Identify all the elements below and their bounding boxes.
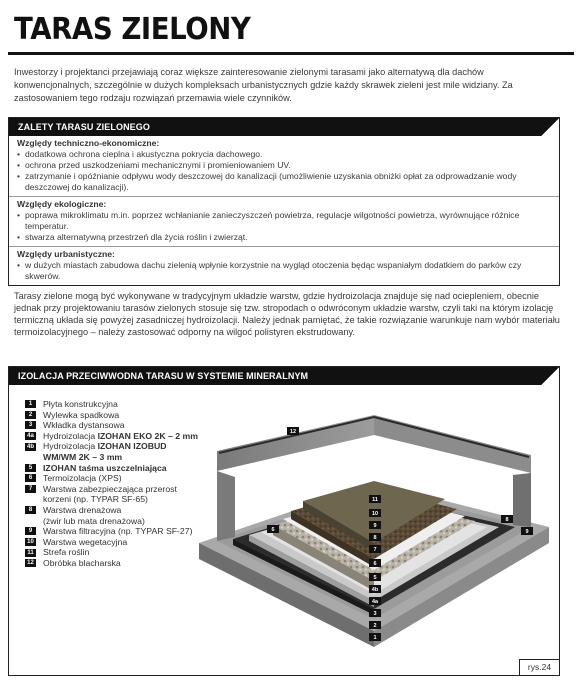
legend-number-badge: 6 — [25, 474, 36, 482]
legend-number-badge: 7 — [25, 485, 36, 493]
legend-row — [25, 410, 198, 421]
legend-label — [43, 547, 89, 558]
diagram-tag — [369, 609, 381, 617]
isolation-box — [8, 366, 560, 676]
diagram-tag-label: 8 — [373, 535, 377, 542]
diagram-tag — [369, 495, 381, 503]
legend-number-badge: 2 — [25, 411, 36, 419]
diagram-tag — [369, 633, 381, 641]
legend-row — [25, 516, 198, 527]
diagram-tag — [369, 597, 381, 605]
legend-label — [43, 441, 167, 452]
advantages-list-item: • stwarza alternatywną przestrzeń dla życia roślin i zwierząt. — [17, 232, 551, 243]
legend-label-text: Warstwa drenażowa — [43, 504, 122, 515]
diagram-tag — [521, 527, 533, 535]
legend-row — [25, 420, 198, 431]
diagram-tag-label: 1 — [373, 635, 377, 642]
advantages-list-item: • poprawa mikroklimatu m.in. poprzez wchłanianie zanieczyszczeń powietrza, regulacje wilgotności powietrza, wyrównujące różnice temperatur. — [17, 210, 551, 232]
legend-label — [43, 473, 122, 484]
advantages-section — [9, 246, 559, 285]
diagram-tag-label: 2 — [373, 623, 377, 630]
diagram-tag-label: 11 — [372, 497, 378, 504]
legend-row — [25, 547, 198, 558]
layer-legend — [25, 399, 198, 569]
diagram-tag — [369, 621, 381, 629]
advantages-sections — [9, 136, 559, 285]
legend-label — [43, 537, 127, 548]
diagram-tag-label: 4a — [371, 599, 379, 606]
legend-label — [43, 463, 167, 474]
legend-label — [43, 431, 198, 442]
legend-label-text: korzeni (np. TYPAR SF-65) — [43, 494, 148, 505]
legend-number-badge: 4b — [26, 443, 34, 450]
legend-row — [25, 505, 198, 516]
legend-row — [25, 484, 198, 495]
diagram-tag — [369, 545, 381, 553]
diagram-tag-label: 5 — [373, 575, 377, 582]
advantages-list-item: • ochrona przed uszkodzeniami mechanicznymi i promieniowaniem UV. — [17, 160, 551, 171]
advantages-section-heading: Względy ekologiczne: — [17, 199, 107, 209]
legend-number-badge: 9 — [25, 527, 36, 535]
legend-number-badge: 1 — [25, 400, 36, 408]
legend-number-badge: 5 — [25, 464, 36, 472]
green-roof-diagram — [199, 415, 549, 647]
diagram-tag — [369, 533, 381, 541]
diagram-tag — [369, 509, 381, 517]
legend-label-text: (żwir lub mata drenażowa) — [43, 515, 145, 526]
legend-row — [25, 558, 198, 569]
diagram-tag-label: 12 — [289, 429, 297, 436]
advantages-list-item: • zatrzymanie i opóźnianie odpływu wody deszczowej do kanalizacji (umożliwienie uzyskania obniżki opłat za odprowadzanie wody deszczowej do kanalizacji). — [17, 171, 551, 193]
legend-number-badge: 3 — [25, 421, 36, 429]
legend-row — [25, 526, 198, 537]
legend-label — [43, 558, 121, 569]
page-title: TARAS ZIELONY — [14, 12, 251, 47]
advantages-box — [8, 117, 560, 286]
legend-label-text: Warstwa zabezpieczająca przerost — [43, 483, 177, 494]
figure-label: rys.24 — [519, 659, 559, 675]
legend-label-product: IZOHAN taśma uszczelniająca — [43, 462, 167, 473]
diagram-tag-label: 4b — [371, 587, 379, 594]
legend-label-product: IZOHAN IZOBUD — [97, 441, 167, 452]
diagram-tag — [501, 515, 513, 523]
legend-label-text: Warstwa filtracyjna (np. TYPAR SF-27) — [43, 526, 193, 537]
legend-label-text: Strefa roślin — [43, 547, 90, 558]
diagram-tag-label: 9 — [373, 523, 377, 530]
diagram-tag-label: 6 — [271, 527, 275, 534]
legend-label-text: Płyta konstrukcyjna — [43, 399, 118, 409]
legend-row — [25, 452, 198, 463]
diagram-tag-label: 8 — [505, 517, 509, 524]
advantages-section-heading: Względy techniczno-ekonomiczne: — [17, 138, 160, 148]
diagram-tag-label: 3 — [373, 611, 377, 618]
legend-row — [25, 473, 198, 484]
diagram-tag-label: 10 — [371, 511, 379, 518]
advantages-header: ZALETY TARASU ZIELONEGO — [9, 118, 559, 136]
diagram-tag-label: 6 — [373, 561, 377, 568]
legend-label-text: Hydroizolacja — [43, 430, 98, 441]
diagram-tag — [369, 559, 381, 567]
legend-label-text: Wkładka dystansowa — [43, 420, 125, 431]
legend-label-text: Warstwa wegetacyjna — [43, 536, 128, 547]
legend-label-text: Termoizolacja (XPS) — [43, 473, 122, 484]
diagram-tag — [369, 521, 381, 529]
diagram-tag — [287, 427, 299, 435]
legend-label — [43, 526, 193, 537]
diagram-tag — [369, 585, 381, 593]
intro-paragraph: Inwestorzy i projektanci przejawiają coraz większe zainteresowanie zielonymi tarasami jako alternatywą dla dachów konwencjonalnych, szczególnie w dużych kompleksach urbanistycznych gdzie każdy skrawek zieleni jest mile widziany. Za zastosowaniem tego rodzaju rozwiązań przemawia wiele czynników. — [14, 67, 513, 104]
legend-label-text: Hydroizolacja — [43, 441, 98, 452]
advantages-list-item: • dodatkowa ochrona cieplna i akustyczna pokrycia dachowego. — [17, 149, 551, 160]
legend-number-badge: 12 — [25, 559, 36, 567]
diagram-tag — [369, 573, 381, 581]
legend-label — [43, 505, 121, 516]
legend-row — [25, 431, 198, 442]
legend-label — [43, 399, 118, 410]
legend-row — [25, 537, 198, 548]
legend-label-text: Obróbka blacharska — [43, 557, 121, 568]
legend-label — [43, 410, 119, 421]
diagram-tag-label: 9 — [525, 529, 529, 536]
legend-label — [43, 516, 145, 527]
diagram-tag — [267, 525, 279, 533]
parapet-right — [513, 473, 531, 527]
advantages-section — [9, 136, 559, 196]
legend-row — [25, 399, 198, 410]
legend-number-badge: 10 — [25, 538, 36, 546]
legend-label — [43, 494, 148, 505]
legend-label-text: Wylewka spadkowa — [43, 409, 120, 420]
legend-number-badge: 8 — [25, 506, 36, 514]
diagram-tag-label: 7 — [373, 547, 377, 554]
advantages-section — [9, 196, 559, 246]
legend-number-badge: 4a — [25, 432, 36, 440]
advantages-section-heading: Względy urbanistyczne: — [17, 249, 115, 259]
advantages-list-item: • w dużych miastach zabudowa dachu zielenią wpłynie korzystnie na wygląd otoczenia będąc wspaniałym dodatkiem do parków czy skwerów. — [17, 260, 551, 282]
legend-label — [43, 484, 177, 495]
legend-label-product: WM/WM 2K – 3 mm — [43, 451, 123, 462]
title-rule — [8, 52, 574, 55]
legend-row — [25, 441, 198, 452]
legend-number-badge: 11 — [25, 549, 36, 557]
legend-row — [25, 494, 198, 505]
legend-label — [43, 420, 125, 431]
legend-label-product: IZOHAN EKO 2K – 2 mm — [97, 430, 198, 441]
legend-label — [43, 452, 122, 463]
isolation-header: IZOLACJA PRZECIWWODNA TARASU W SYSTEMIE MINERALNYM — [9, 367, 559, 385]
layering-paragraph: Tarasy zielone mogą być wykonywane w tradycyjnym układzie warstw, gdzie hydroizolacja znajduje się nad ociepleniem, obecnie jednak przy projektowaniu tarasów zielonych stosuje się tzw. stropodach o odwróconym układzie warstw, czyli taki na którym izolację termiczną układa się powyżej zasadniczej hydroizolacji. Należy jednak pamiętać, że takie rozwiązanie warunkuje nam wybór materiału termoizolacyjnego – należy zastosować odporny na wilgoć polistyren ekstrudowany. — [14, 291, 560, 337]
parapet-left — [217, 471, 235, 541]
legend-row — [25, 463, 198, 474]
